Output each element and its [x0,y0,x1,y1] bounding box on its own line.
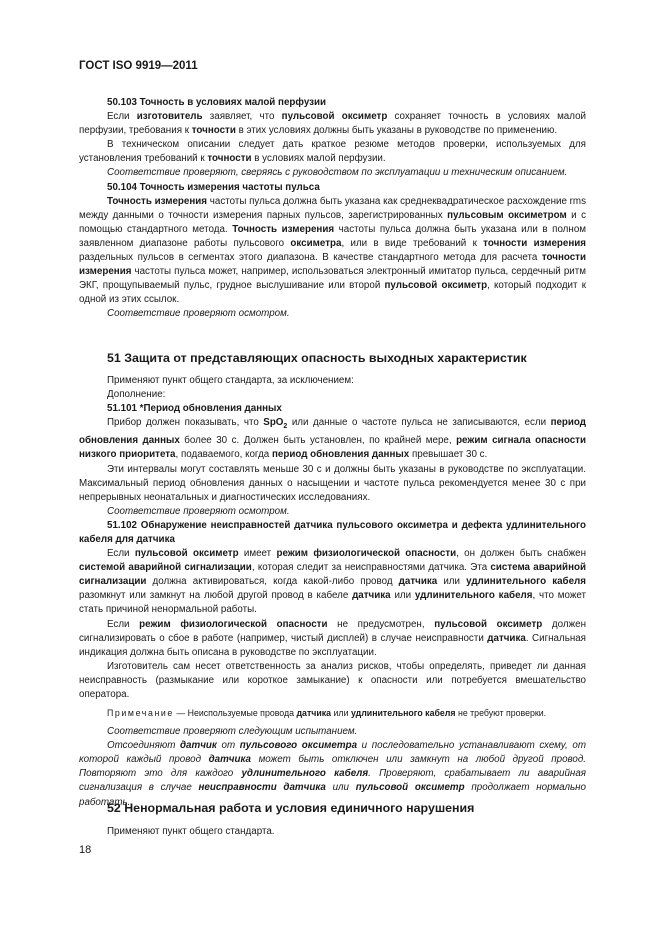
paragraph: Дополнение: [107,389,166,401]
subsection-title-50-103: 50.103 Точность в условиях малой перфузии [107,97,327,108]
page-number: 18 [79,844,92,856]
section-52 [79,825,586,839]
subsection-title-50-104: 50.104 Точность измерения частоты пульса [107,181,320,193]
section-title-52: 52 Ненормальная работа и условия единичного нарушения [107,801,475,815]
paragraph: В техническом описании следует дать краткое резюме методов проверки, используемых для установления требований к точности в условиях малой перфузии. [79,139,586,165]
paragraph: Прибор должен показывать, что SpO$_2$ или данные о частоте пульса не записываются, если период обновления данных более 30 с. Должен быть установлен, по крайней мере, режим сигнала опасности низкого приоритета, подаваемого, когда период обновления данных превышает 30 с. [79,417,587,461]
section-title-51: 51 Защита от представляющих опасность выходных характеристик [107,351,527,365]
subsection-title-51-101: 51.101 *Период обновления данных [107,403,282,415]
section-51 [79,374,586,810]
paragraph: Эти интервалы могут составлять меньше 30 с и должны быть указаны в руководстве по эксплуатации. Максимальный период обновления данных о насыщении и частоте пульса рекомендуется менее 30 с при непрерывных неонатальных и диагностических исследованиях. [79,463,586,503]
document-header: ГОСТ ISO 9919—2011 [79,60,198,72]
compliance-text: Соответствие проверяют осмотром. [107,505,290,517]
paragraph: Если режим физиологической опасности не предусмотрен, пульсовой оксиметр должен сигнализировать о сбое в работе (например, чистый дисплей) в случае неисправности датчика. Сигнальная индикация должна быть описана в руководстве по эксплуатации. [79,618,586,658]
section-50 [79,96,586,322]
compliance-text: Соответствие проверяют, сверяясь с руководством по эксплуатации и техническим описанием. [107,167,568,179]
test-procedure: Отсоединяют датчик от пульсового оксиметра и последовательно устанавливают схему, от которой каждый провод датчика может быть отключен или замкнут на любой другой провод. Повторяют это для каждого удлинительного кабеля. Проверяют, срабатывает ли аварийная сигнализация в случае неисправности датчика или пульсовой оксиметр продолжает нормально работать. [79,740,586,808]
section-52-heading-block [79,800,586,816]
paragraph: Точность измерения частоты пульса должна быть указана как среднеквадратическое расхождение rms между данными о точности измерения парных пульсов, зарегистрированных пульсовым оксиметром и с помощью стандартного метода. Точность измерения частоты пульса должна быть указана или в полном заявленном диапазоне работы пульсового оксиметра, или в виде требований к точности измерения раздельных пульсов в сегментах этого диапазона. В качестве стандартного метода для расчета точности измерения частоты пульса может, например, использоваться электронный имитатор пульса, сердечный ритм ЭКГ, прощупываемый пульс, грудное выслушивание или второй пульсовой оксиметр, который подходит к одной из этих ссылок. [79,195,587,306]
compliance-text: Соответствие проверяют осмотром. [107,308,290,320]
paragraph: Применяют пункт общего стандарта, за исключением: [107,375,354,386]
subsection-title-51-102: 51.102 Обнаружение неисправностей датчика пульсового оксиметра и дефекта удлинительного кабеля для датчика [79,519,586,545]
note: Примечание — Неиспользуемые провода датчика или удлинительного кабеля не требуют проверки. [107,708,547,719]
paragraph: Применяют пункт общего стандарта. [107,826,275,837]
paragraph: Если изготовитель заявляет, что пульсовой оксиметр сохраняет точность в условиях малой перфузии, требования к точности в этих условиях должны быть указаны в руководстве по применению. [79,111,587,137]
paragraph: Изготовитель сам несет ответственность за анализ рисков, чтобы определять, приведет ли данная неисправность (размыкание или короткое замыкание) к опасности или потребуется вмешательство оператора. [79,660,586,701]
section-51-heading-block [79,350,586,366]
compliance-text: Соответствие проверяют следующим испытанием. [107,726,358,738]
paragraph: Если пульсовой оксиметр имеет режим физиологической опасности, он должен быть снабжен системой аварийной сигнализации, которая следит за неисправностями датчика. Эта система аварийной сигнализации должна активироваться, когда какой-либо провод датчика или удлинительного кабеля разомкнут или замкнут на любой другой провод в кабеле датчика или удлинительного кабеля, что может стать причиной ненормальной работы. [79,548,587,616]
